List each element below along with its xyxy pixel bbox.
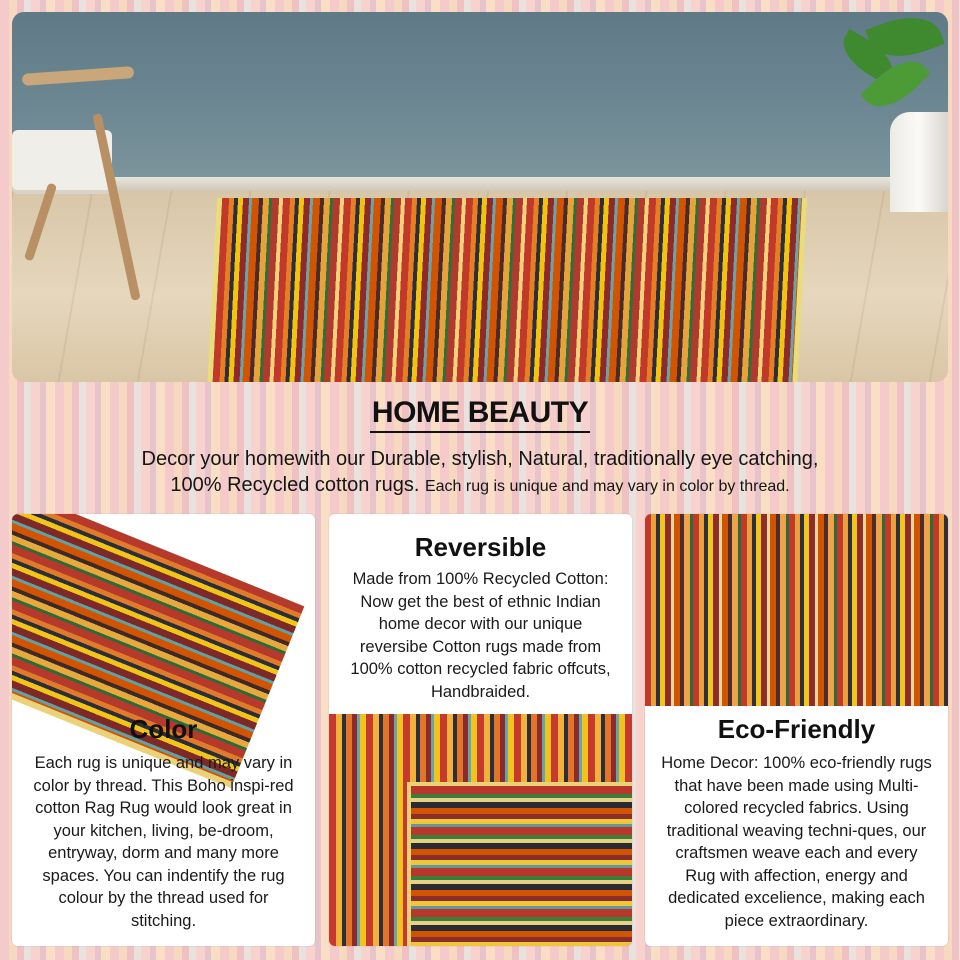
color-card-text: Each rug is unique and may vary in color by thread. This Boho inspi-red cotton Rag Rug would look great in your kitchen, living, be-droom, entryway, dorm and many more spaces. You can indentify the rug colour by the thread used for stitching.: [33, 754, 294, 930]
hero-room-image: [12, 12, 948, 382]
eco-card-text: Home Decor: 100% eco-friendly rugs that have been made using Multi-colored recycled fabrics. Using traditional weaving techni-ques, our craftsmen weave each and every Rug with affection, energy and dedicated excelience, making each piece extraordinary.: [661, 754, 932, 930]
reversible-card-title: Reversible: [414, 532, 547, 562]
rug-reverse-side: [407, 782, 632, 946]
intro-line-1: Decor your homewith our Durable, stylish, Natural, traditionally eye catching,: [141, 448, 819, 470]
intro-paragraph: [60, 446, 900, 500]
color-card-title: Color: [129, 714, 198, 744]
intro-line-2-main: 100% Recycled cotton rugs.: [170, 474, 420, 496]
heading-text: HOME BEAUTY: [370, 396, 590, 433]
rug-closeup-image: [645, 514, 948, 706]
page-title: [0, 396, 960, 430]
plant-pot: [890, 112, 948, 212]
striped-rug-photo: [207, 198, 807, 382]
color-card: [12, 514, 315, 946]
skirting-board: [12, 177, 948, 191]
reversible-card: [329, 514, 632, 946]
intro-line-2: [60, 472, 900, 500]
intro-line-2-small: Each rug is unique and may vary in color by thread.: [424, 478, 790, 495]
eco-card-title: Eco-Friendly: [717, 714, 876, 744]
eco-friendly-card: [645, 514, 948, 946]
reversible-card-text: Made from 100% Recycled Cotton: Now get the best of ethnic Indian home decor with our unique reversibe Cotton rugs made from 100% cotton recycled fabric offcuts, Handbraided.: [350, 570, 611, 701]
rug-corner-image: [12, 514, 304, 788]
wall: [12, 12, 948, 177]
